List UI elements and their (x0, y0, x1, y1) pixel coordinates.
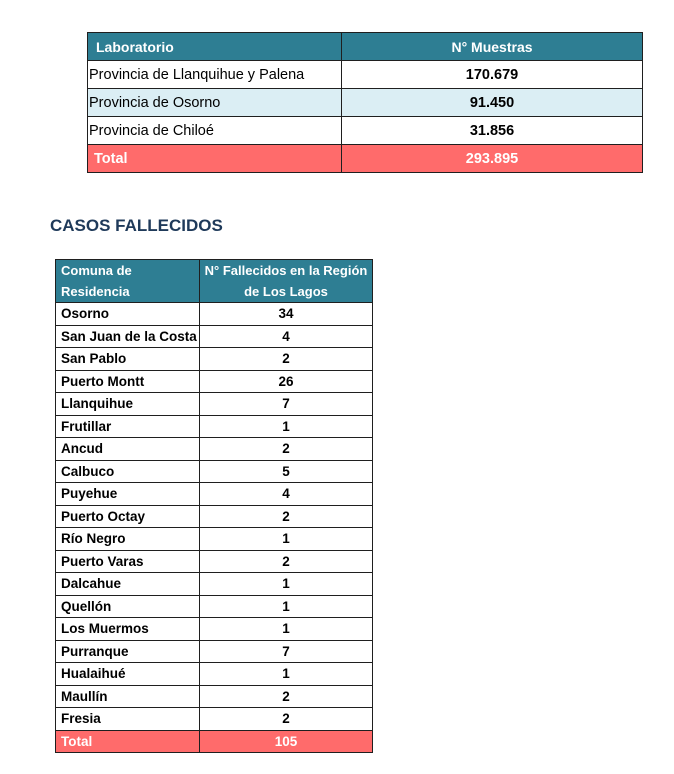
row-value: 1 (200, 618, 373, 641)
table-row (88, 61, 643, 89)
row-label: Los Muermos (56, 618, 200, 641)
row-label: Puerto Varas (56, 550, 200, 573)
row-value: 4 (200, 483, 373, 506)
row-value: 2 (200, 438, 373, 461)
row-label: Río Negro (56, 528, 200, 551)
row-label: Dalcahue (56, 573, 200, 596)
column-header-fallecidos: N° Fallecidos en la Región de Los Lagos (200, 260, 373, 303)
row-value: 2 (200, 348, 373, 371)
row-value: 1 (200, 415, 373, 438)
row-value: 5 (200, 460, 373, 483)
row-value: 7 (200, 640, 373, 663)
lab-samples-table (87, 32, 643, 173)
row-value: 2 (200, 685, 373, 708)
section-title: CASOS FALLECIDOS (50, 216, 223, 235)
row-value: 4 (200, 325, 373, 348)
table-row (56, 595, 373, 618)
table-row (56, 460, 373, 483)
table-row (56, 348, 373, 371)
row-label: Puerto Octay (56, 505, 200, 528)
table-row (88, 89, 643, 117)
table-row (56, 325, 373, 348)
row-value: 1 (200, 595, 373, 618)
row-value: 31.856 (342, 117, 643, 145)
row-label: Provincia de Chiloé (88, 117, 342, 145)
table-row (56, 370, 373, 393)
total-label: Total (88, 145, 342, 173)
row-label: Fresia (56, 708, 200, 731)
row-label: San Pablo (56, 348, 200, 371)
total-value: 293.895 (342, 145, 643, 173)
row-label: Ancud (56, 438, 200, 461)
table-row (56, 393, 373, 416)
column-header-comuna: Comuna de Residencia (56, 260, 200, 303)
row-value: 91.450 (342, 89, 643, 117)
table-row (56, 483, 373, 506)
table-header-row (56, 260, 373, 303)
row-label: Frutillar (56, 415, 200, 438)
table-row (56, 505, 373, 528)
row-label: Purranque (56, 640, 200, 663)
row-label: Quellón (56, 595, 200, 618)
row-label: San Juan de la Costa (56, 325, 200, 348)
table-row (56, 303, 373, 326)
row-label: Provincia de Llanquihue y Palena (88, 61, 342, 89)
row-value: 34 (200, 303, 373, 326)
total-value: 105 (200, 730, 373, 753)
total-row (56, 730, 373, 753)
column-header-laboratorio: Laboratorio (88, 33, 342, 61)
table-row (56, 708, 373, 731)
row-value: 1 (200, 663, 373, 686)
row-label: Puyehue (56, 483, 200, 506)
row-label: Calbuco (56, 460, 200, 483)
row-value: 2 (200, 505, 373, 528)
row-label: Puerto Montt (56, 370, 200, 393)
row-value: 2 (200, 550, 373, 573)
row-label: Hualaihué (56, 663, 200, 686)
row-label: Provincia de Osorno (88, 89, 342, 117)
row-value: 1 (200, 573, 373, 596)
total-row (88, 145, 643, 173)
table-row (56, 663, 373, 686)
column-header-muestras: N° Muestras (342, 33, 643, 61)
total-label: Total (56, 730, 200, 753)
deaths-table (55, 259, 373, 753)
row-value: 170.679 (342, 61, 643, 89)
table-row (56, 640, 373, 663)
table-row (56, 528, 373, 551)
table-row (56, 573, 373, 596)
table-header-row (88, 33, 643, 61)
table-row (56, 415, 373, 438)
row-label: Maullín (56, 685, 200, 708)
row-value: 1 (200, 528, 373, 551)
row-value: 7 (200, 393, 373, 416)
row-value: 26 (200, 370, 373, 393)
row-value: 2 (200, 708, 373, 731)
row-label: Osorno (56, 303, 200, 326)
table-row (56, 685, 373, 708)
table-row (56, 618, 373, 641)
table-row (56, 438, 373, 461)
table-row (88, 117, 643, 145)
row-label: Llanquihue (56, 393, 200, 416)
table-row (56, 550, 373, 573)
